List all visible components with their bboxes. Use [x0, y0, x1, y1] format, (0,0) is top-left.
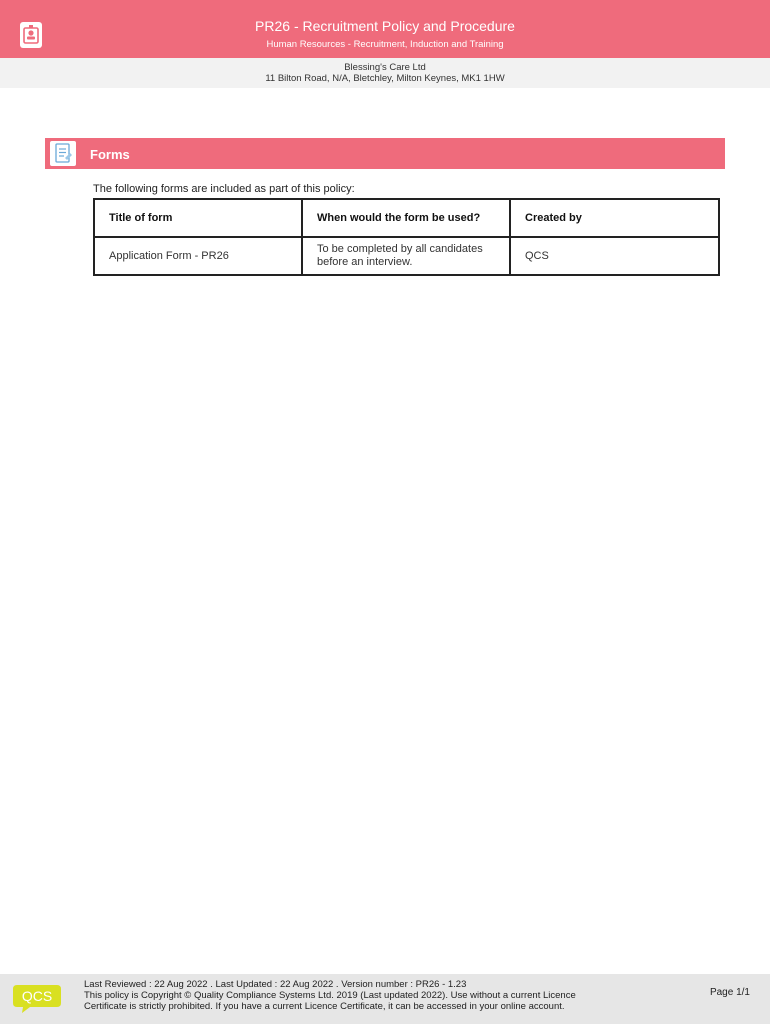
svg-text:QCS: QCS: [21, 988, 53, 1004]
section-title: Forms: [90, 147, 130, 162]
footer-review-info: Last Reviewed : 22 Aug 2022 . Last Updated : 22 Aug 2022 . Version number : PR26 - 1.23: [84, 979, 467, 990]
forms-document-icon: [50, 141, 76, 166]
organisation-address: 11 Bilton Road, N/A, Bletchley, Milton Keynes, MK1 1HW: [265, 73, 505, 84]
column-header-when: When would the form be used?: [302, 199, 510, 237]
qcs-logo: [12, 983, 62, 1013]
form-created-by-cell: QCS: [510, 237, 719, 275]
document-title: PR26 - Recruitment Policy and Procedure: [255, 18, 515, 34]
form-when-cell: To be completed by all candidates before an interview.: [302, 237, 510, 275]
forms-table: [93, 198, 720, 276]
column-header-created-by: Created by: [510, 199, 719, 237]
document-subtitle: Human Resources - Recruitment, Induction and Training: [266, 39, 504, 50]
page-number: Page 1/1: [709, 987, 750, 998]
section-intro: The following forms are included as part of this policy:: [93, 183, 355, 195]
table-header-row: [94, 199, 719, 237]
organisation-name: Blessing's Care Ltd: [344, 62, 426, 73]
table-row: [94, 237, 719, 275]
column-header-title: Title of form: [94, 199, 302, 237]
section-header-bar: [45, 138, 725, 169]
footer-licence-note: Certificate is strictly prohibited. If you have a current Licence Certificate, it can be accessed in your online account.: [84, 1001, 565, 1012]
footer-copyright: This policy is Copyright © Quality Compliance Systems Ltd. 2019 (Last updated 2022). Use without a current Licence: [84, 990, 576, 1001]
form-title-cell: Application Form - PR26: [94, 237, 302, 275]
